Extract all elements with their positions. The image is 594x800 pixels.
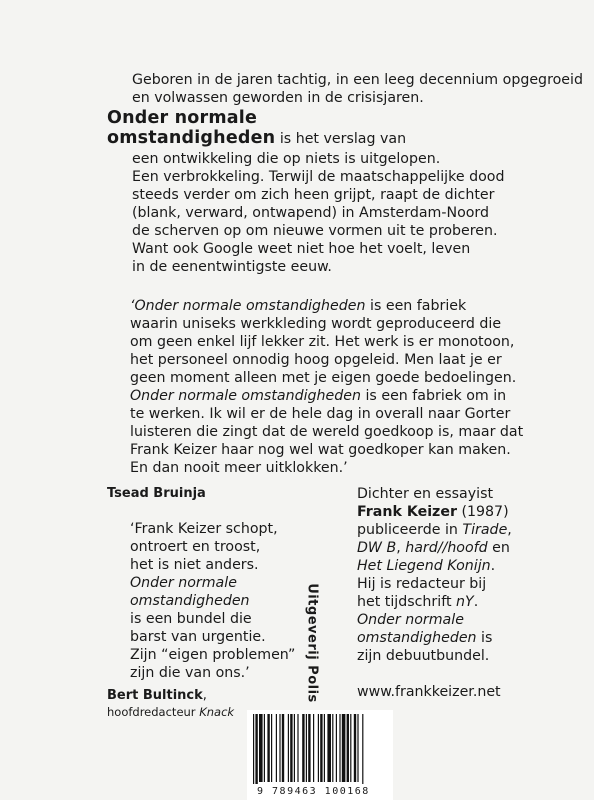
quote1-line-4: het personeel onnodig hoog opgeleid. Men laat je er — [130, 352, 502, 368]
barcode-bar — [350, 714, 351, 782]
barcode-bar — [264, 714, 265, 782]
barcode-bar — [271, 714, 272, 782]
barcode-bar — [324, 714, 325, 782]
quote1-line-3: om geen enkel lijf lekker zit. Het werk is er monotoon, — [130, 334, 515, 350]
bio-line-8: Onder normale — [357, 612, 464, 628]
bio-line-7 — [357, 593, 478, 611]
barcode-bar — [253, 714, 254, 784]
quote2-line-8: Zijn “eigen problemen” — [130, 647, 296, 663]
barcode-bar — [342, 714, 346, 782]
bio-line-5 — [357, 557, 495, 575]
barcode-bar — [318, 714, 319, 782]
bio-line-4 — [357, 539, 510, 557]
bio-line-9 — [357, 629, 492, 647]
website-link[interactable]: www.frankkeizer.net — [357, 684, 501, 700]
isbn-barcode — [247, 710, 393, 800]
quote1-line-6 — [130, 387, 506, 405]
description-line-1: een ontwikkeling die op niets is uitgelopen. — [132, 151, 441, 167]
barcode-bar — [362, 714, 363, 784]
barcode-bar — [336, 714, 337, 782]
quote2-line-4: Onder normale — [130, 575, 237, 591]
quote1-author: Tsead Bruinja — [107, 486, 206, 501]
bio-line-7-text: het tijdschrift — [357, 594, 457, 610]
barcode-bar — [306, 714, 307, 782]
barcode-bar — [308, 714, 310, 782]
publisher-spine — [302, 578, 322, 708]
bio-magazine-hardhoofd: hard//hoofd — [405, 540, 488, 556]
quote1-line-1 — [130, 297, 466, 315]
bio-magazine-konijn: Het Liegend Konijn — [357, 558, 491, 574]
bio-magazine-dwb: DW B — [357, 540, 397, 556]
intro-line-2: en volwassen geworden in de crisisjaren. — [132, 90, 424, 106]
quote1-title-italic-2: Onder normale omstandigheden — [130, 388, 361, 404]
barcode-bar — [357, 714, 358, 782]
quote2-author-punct: , — [202, 688, 207, 703]
book-title-line-2: omstandigheden — [107, 128, 276, 148]
quote2-line-5: omstandigheden — [130, 593, 250, 609]
bio-author-name: Frank Keizer — [357, 504, 457, 520]
barcode-bar — [327, 714, 331, 782]
barcode-bar — [282, 714, 284, 782]
barcode-bar — [347, 714, 349, 782]
quote1-line-8: luisteren die zingt dat de wereld goedkoop is, maar dat — [130, 424, 524, 440]
bio-book-title: omstandigheden — [357, 630, 477, 646]
bio-line-3 — [357, 521, 512, 539]
isbn-digits: 9 789463 100168 — [257, 786, 370, 797]
quote2-role — [107, 705, 234, 719]
bio-line-4-end: en — [487, 540, 510, 556]
barcode-bar — [313, 714, 314, 782]
barcode-bar — [290, 714, 292, 782]
barcode-bar — [255, 714, 257, 784]
publisher-name: Uitgeverij Polis — [304, 583, 320, 703]
quote1-line-10: En dan nooit meer uitklokken.’ — [130, 460, 348, 476]
barcode-bar — [276, 714, 277, 782]
description-line-7: in de eenentwintigste eeuw. — [132, 259, 332, 275]
description-line-4: (blank, verward, ontwapend) in Amsterdam-Noord — [132, 205, 490, 221]
quote1-line-9: Frank Keizer haar nog wel wat goedkoper kan maken. — [130, 442, 511, 458]
barcode-bar — [302, 714, 304, 782]
quote2-line-7: barst van urgentie. — [130, 629, 266, 645]
title-tail: is het verslag van — [275, 131, 407, 147]
bio-author-year: (1987) — [456, 504, 509, 520]
bio-magazine-ny: nY — [456, 594, 474, 610]
bio-line-3-end: , — [507, 522, 512, 538]
barcode-bar — [332, 714, 333, 782]
bio-line-9-rest: is — [476, 630, 493, 646]
quote2-line-1: ‘Frank Keizer schopt, — [130, 521, 278, 537]
quote2-line-9: zijn die van ons.’ — [130, 665, 250, 681]
barcode-bar — [339, 714, 340, 782]
quote2-author-line — [107, 688, 207, 704]
bio-line-7-end: . — [473, 594, 479, 610]
barcode-bar — [259, 714, 263, 782]
quote2-line-2: ontroert en troost, — [130, 539, 261, 555]
description-line-3: steeds verder om zich heen grijpt, raapt de dichter — [132, 187, 495, 203]
bio-line-4-mid: , — [396, 540, 406, 556]
barcode-bar — [288, 714, 289, 782]
barcode-bar — [297, 714, 298, 782]
bio-line-10: zijn debuutbundel. — [357, 648, 490, 664]
bio-line-1: Dichter en essayist — [357, 486, 494, 502]
barcode-bar — [294, 714, 295, 782]
quote1-line-5: geen moment alleen met je eigen goede bedoelingen. — [130, 370, 517, 386]
barcode-bar — [320, 714, 322, 782]
description-line-6: Want ook Google weet niet hoe het voelt, leven — [132, 241, 471, 257]
quote1-line-7: te werken. Ik wil er de hele dag in overall naar Gorter — [130, 406, 511, 422]
quote2-line-3: het is niet anders. — [130, 557, 259, 573]
bio-line-3-text: publiceerde in — [357, 522, 463, 538]
barcode-bar — [267, 714, 269, 782]
book-title-line-1: Onder normale — [107, 108, 258, 128]
quote2-role-magazine: Knack — [199, 705, 235, 719]
barcode-bar — [279, 714, 280, 782]
barcode-bars — [253, 714, 387, 784]
bio-line-2 — [357, 503, 509, 521]
quote1-title-italic: ‘Onder normale omstandigheden — [130, 298, 366, 314]
quote1-line-6-rest: is een fabriek om in — [360, 388, 507, 404]
title-line-2 — [107, 128, 406, 148]
description-line-2: Een verbrokkeling. Terwijl de maatschappelijke dood — [132, 169, 505, 185]
description-line-5: de scherven op om nieuwe vormen uit te proberen. — [132, 223, 498, 239]
quote2-author: Bert Bultinck — [107, 688, 203, 703]
bio-line-5-end: . — [490, 558, 496, 574]
quote2-line-6: is een bundel die — [130, 611, 252, 627]
quote2-role-text: hoofdredacteur — [107, 705, 200, 719]
bio-line-6: Hij is redacteur bij — [357, 576, 487, 592]
intro-line-1: Geboren in de jaren tachtig, in een leeg decennium opgegroeid — [132, 72, 583, 88]
bio-magazine-tirade: Tirade — [462, 522, 508, 538]
quote1-line-2: waarin uniseks werkkleding wordt geproduceerd die — [130, 316, 502, 332]
quote1-line-1-rest: is een fabriek — [365, 298, 467, 314]
barcode-bar — [354, 714, 356, 782]
